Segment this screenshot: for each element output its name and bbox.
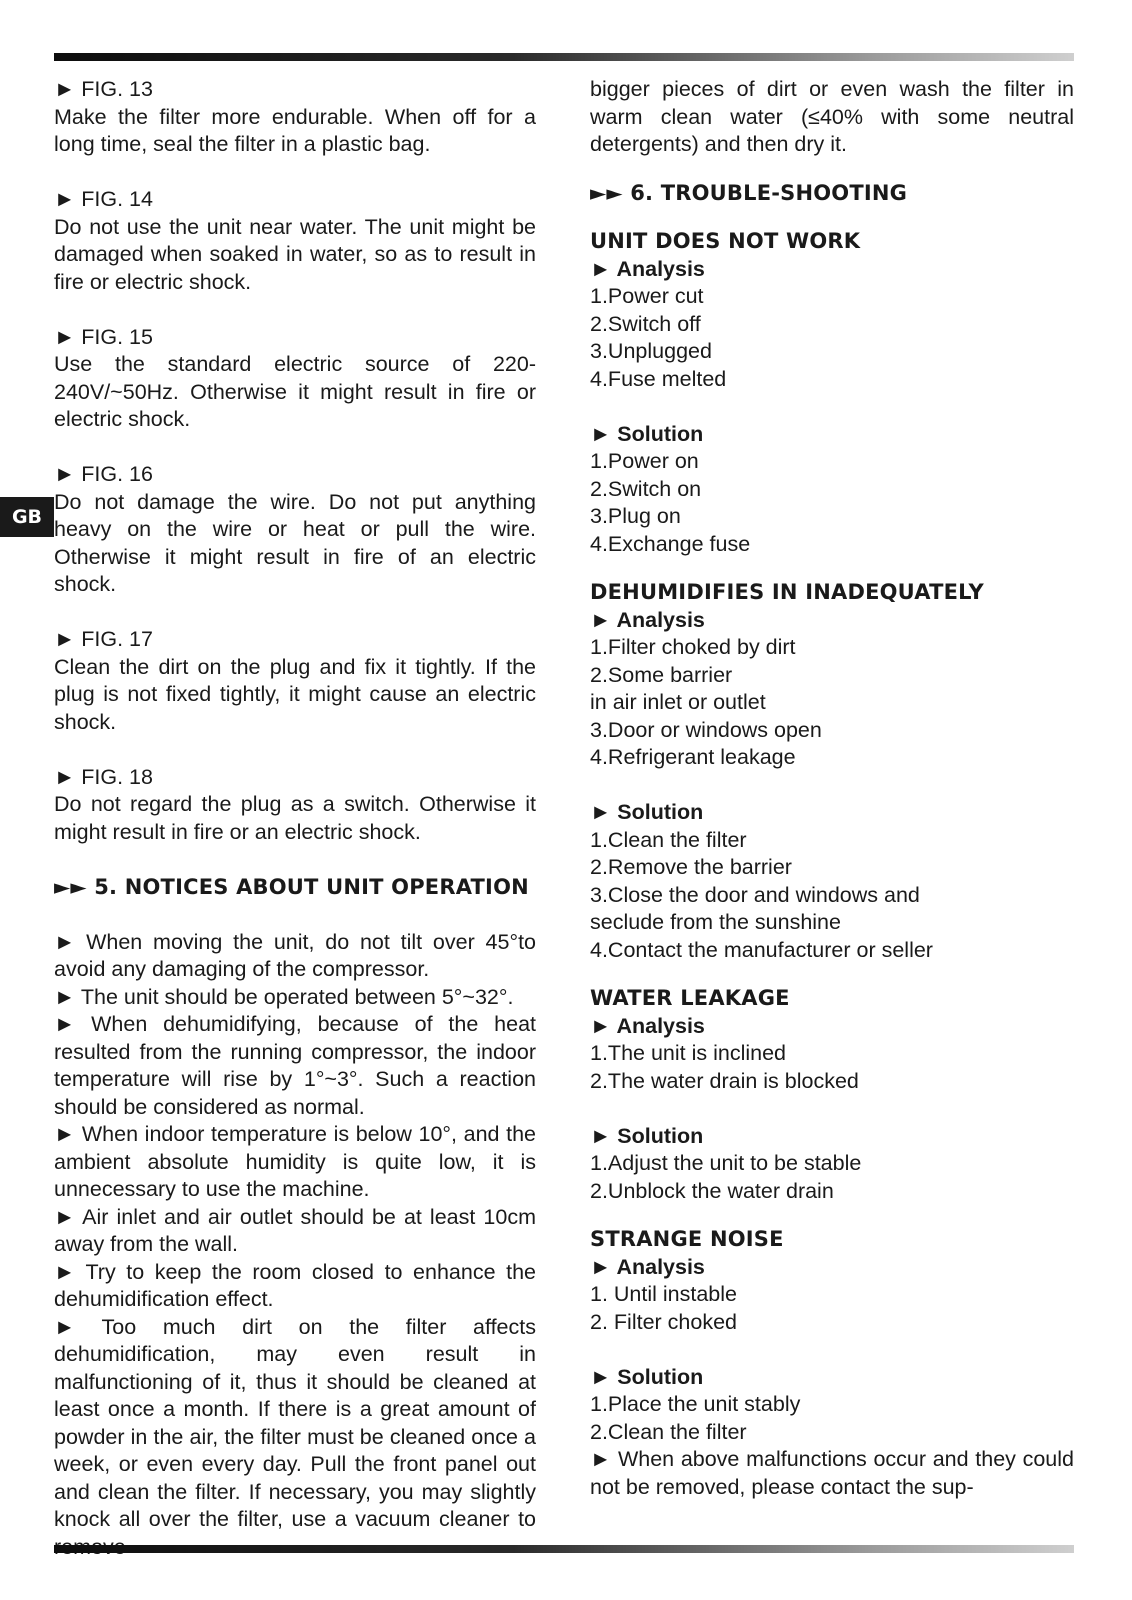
analysis-item: 2.Some barrier: [590, 662, 733, 687]
analysis-item: 2.Switch off: [590, 311, 701, 336]
analysis-label: ► Analysis: [590, 1254, 705, 1279]
filter-continuation: bigger pieces of dirt or even wash the filter in warm clean water (≤40% with some neutral detergents) and then dry it.: [590, 77, 1074, 156]
bottom-rule: [54, 1545, 1074, 1553]
analysis-item: 2.The water drain is blocked: [590, 1068, 859, 1093]
group-title: WATER LEAKAGE: [590, 986, 790, 1010]
solution-item: 2.Remove the barrier: [590, 855, 792, 879]
fig14-label: ► FIG. 14: [54, 187, 153, 211]
section5-heading: ►► 5. NOTICES ABOUT UNIT OPERATION: [54, 874, 529, 899]
analysis-item: 2. Filter choked: [590, 1309, 737, 1334]
analysis-item: 3.Door or windows open: [590, 717, 822, 742]
solution-label: ► Solution: [590, 1123, 704, 1148]
analysis-item: 1.Power cut: [590, 284, 704, 308]
notice-item: ► Air inlet and air outlet should be at least 10cm away from the wall.: [54, 1204, 536, 1256]
analysis-item: 3.Unplugged: [590, 339, 712, 363]
solution-item: 1.Power on: [590, 449, 699, 473]
notice-item: ► Too much dirt on the filter affects dehumidification, may even result in malfunctioning of it, thus it should be cleaned at least once a month. If there is a great amount of powder in the air, the filter must be cleaned once a week, or even every day. Pull the front panel out and clean the filter. If necessary, you may slightly knock all over the filter, use a vacuum cleaner to: [54, 1314, 536, 1531]
notice-item: ► When indoor temperature is below 10°, and the ambient absolute humidity is quite low, it is unnecessary to use the machine.: [54, 1122, 536, 1201]
fig15-text: Use the standard electric source of 220-240V/~50Hz. Otherwise it might result in fire or electric shock.: [54, 352, 536, 431]
fig15-label: ► FIG. 15: [54, 324, 153, 349]
final-note: ► When above malfunctions occur and they could not be removed, please contact the sup-: [590, 1447, 1074, 1499]
analysis-item: 1.Filter choked by dirt: [590, 635, 796, 659]
fig18-text: Do not regard the plug as a switch. Otherwise it might result in fire or an electric shock.: [54, 792, 536, 844]
notice-item: ► The unit should be operated between 5°~32°.: [54, 984, 514, 1009]
solution-label: ► Solution: [590, 421, 704, 446]
section6-heading: ►► 6. TROUBLE-SHOOTING: [590, 180, 908, 205]
analysis-label: ► Analysis: [590, 607, 705, 632]
right-column: [590, 76, 1074, 1501]
fig17-label: ► FIG. 17: [54, 627, 153, 651]
solution-label: ► Solution: [590, 1364, 704, 1389]
fig16-text: Do not damage the wire. Do not put anything heavy on the wire or heat or pull the wire. Otherwise it might result in fire of an electric shock.: [54, 489, 536, 596]
fig13-text: Make the filter more endurable. When off for a long time, seal the filter in a plastic bag.: [54, 104, 536, 156]
group-title: UNIT DOES NOT WORK: [590, 229, 861, 253]
analysis-item: 1.The unit is inclined: [590, 1041, 786, 1065]
group-title: DEHUMIDIFIES IN INADEQUATELY: [590, 580, 984, 604]
troubleshooting-groups: [590, 228, 1074, 1446]
analysis-label: ► Analysis: [590, 1013, 705, 1038]
fig13-label: ► FIG. 13: [54, 77, 153, 101]
analysis-item: in air inlet or outlet: [590, 690, 766, 714]
solution-item: 4.Exchange fuse: [590, 531, 751, 556]
solution-label: ► Solution: [590, 800, 704, 824]
group-title: STRANGE NOISE: [590, 1227, 784, 1251]
notice-item: ► Try to keep the room closed to enhance the dehumidification effect.: [54, 1259, 536, 1311]
solution-item: 1.Adjust the unit to be stable: [590, 1151, 862, 1175]
analysis-item: 4.Fuse melted: [590, 366, 727, 391]
analysis-item: 1. Until instable: [590, 1282, 737, 1306]
solution-item: 1.Clean the filter: [590, 827, 747, 852]
analysis-item: 4.Refrigerant leakage: [590, 745, 796, 769]
language-tab: GB: [0, 497, 54, 537]
solution-item: 2.Clean the filter: [590, 1419, 747, 1444]
solution-item: 3.Plug on: [590, 504, 681, 528]
analysis-label: ► Analysis: [590, 256, 705, 281]
notice-item: ► When moving the unit, do not tilt over 45°to avoid any damaging of the compressor.: [54, 929, 536, 981]
fig14-text: Do not use the unit near water. The unit might be damaged when soaked in water, so as to result in fire or electric shock.: [54, 214, 536, 294]
notices-list: [54, 929, 536, 1562]
solution-item: 2.Unblock the water drain: [590, 1178, 834, 1203]
solution-item: 2.Switch on: [590, 476, 702, 501]
left-column: [54, 76, 536, 1561]
solution-item: 4.Contact the manufacturer or seller: [590, 937, 933, 962]
top-rule: [54, 53, 1074, 61]
solution-item: seclude from the sunshine: [590, 910, 841, 934]
fig18-label: ► FIG. 18: [54, 764, 153, 789]
fig17-text: Clean the dirt on the plug and fix it tightly. If the plug is not fixed tightly, it might cause an electric shock.: [54, 654, 536, 734]
solution-item: 1.Place the unit stably: [590, 1392, 801, 1416]
solution-item: 3.Close the door and windows and: [590, 882, 920, 907]
notice-item: ► When dehumidifying, because of the heat resulted from the running compressor, the indoor temperature will rise by 1°~3°. Such a reaction should be considered as normal.: [54, 1012, 536, 1119]
fig16-label: ► FIG. 16: [54, 462, 153, 486]
